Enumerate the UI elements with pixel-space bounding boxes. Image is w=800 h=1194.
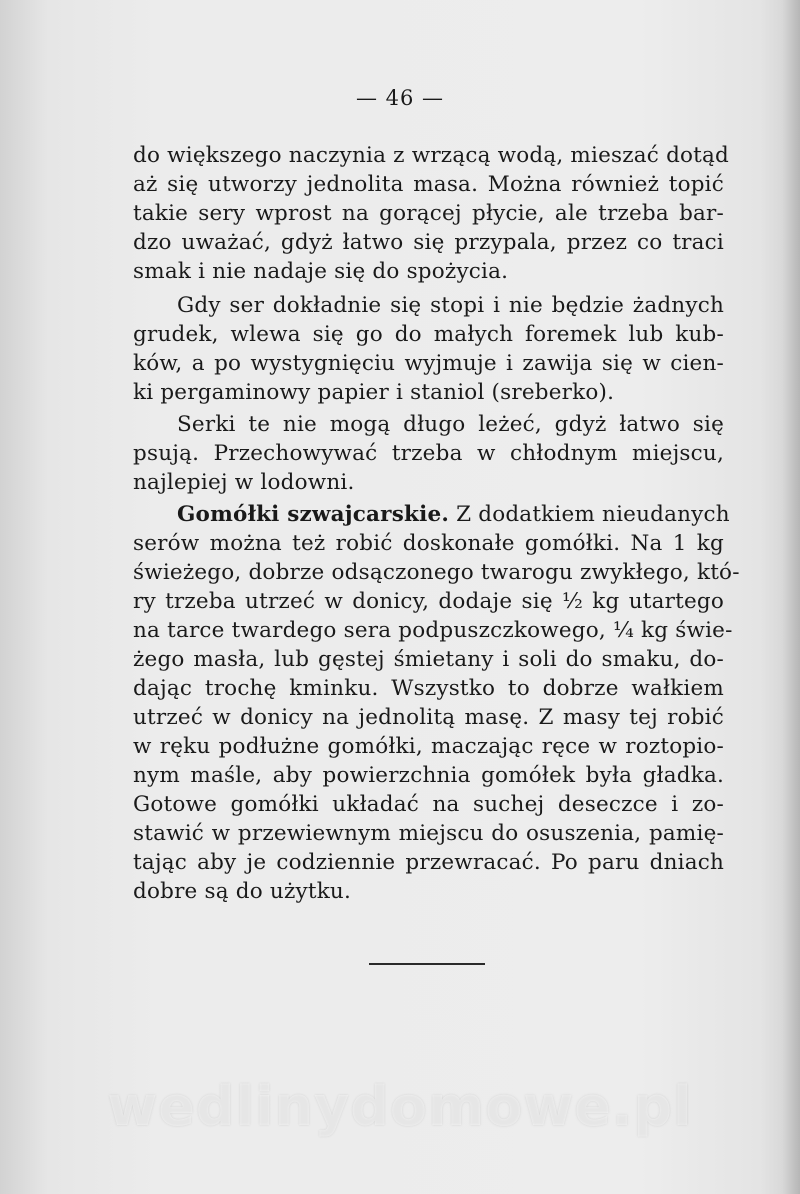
section-heading: Gomółki szwajcarskie. (177, 502, 450, 527)
text-line: Gotowe gomółki układać na suchej deseczce i zo- (133, 792, 724, 817)
text-line: Gdy ser dokładnie się stopi i nie będzie żadnych (177, 293, 724, 318)
text-line: psują. Przechowywać trzeba w chłodnym miejscu, (133, 441, 724, 466)
text-line: tając aby je codziennie przewracać. Po paru dniach (133, 850, 724, 875)
text-line: najlepiej w lodowni. (133, 470, 355, 495)
text-line: dając trochę kminku. Wszystko to dobrze wałkiem (133, 676, 724, 701)
text-line: dzo uważać, gdyż łatwo się przypala, przez co traci (133, 230, 724, 255)
text-line: utrzeć w donicy na jednolitą masę. Z masy tej robić (133, 705, 724, 730)
text-line: w ręku podłużne gomółki, maczając ręce w roztopio- (133, 734, 724, 759)
text-fragment: Z dodatkiem nieudanych (449, 502, 730, 527)
text-line: ry trzeba utrzeć w donicy, dodaje się ½ kg utartego (133, 589, 724, 614)
page-number: — 46 — (355, 86, 445, 110)
text-line: Serki te nie mogą długo leżeć, gdyż łatwo się (177, 412, 724, 437)
text-line: ki pergaminowy papier i staniol (sreberko). (133, 380, 615, 405)
text-line: smak i nie nadaje się do spożycia. (133, 259, 509, 284)
text-line: na tarce twardego sera podpuszczkowego, ¼ kg świe- (133, 618, 733, 643)
text-line: serów można też robić doskonałe gomółki. Na 1 kg (133, 531, 724, 556)
text-line: nym maśle, aby powierzchnia gomółek była gładka. (133, 763, 724, 788)
text-line-with-heading (177, 500, 730, 529)
text-line: świeżego, dobrze odsączonego twarogu zwykłego, któ- (133, 560, 740, 585)
watermark: wedlinydomowe.pl (107, 1075, 693, 1138)
text-line: takie sery wprost na gorącej płycie, ale trzeba bar- (133, 201, 724, 226)
text-line: żego masła, lub gęstej śmietany i soli do smaku, do- (133, 647, 724, 672)
text-line: stawić w przewiewnym miejscu do osuszenia, pamię- (133, 821, 724, 846)
text-line: ków, a po wystygnięciu wyjmuje i zawija się w cien- (133, 351, 724, 376)
text-line: grudek, wlewa się go do małych foremek lub kub- (133, 322, 724, 347)
text-line: do większego naczynia z wrzącą wodą, mieszać dotąd (133, 143, 730, 168)
section-divider (369, 963, 485, 965)
text-line: aż się utworzy jednolita masa. Można również topić (133, 172, 724, 197)
text-line: dobre są do użytku. (133, 879, 352, 904)
